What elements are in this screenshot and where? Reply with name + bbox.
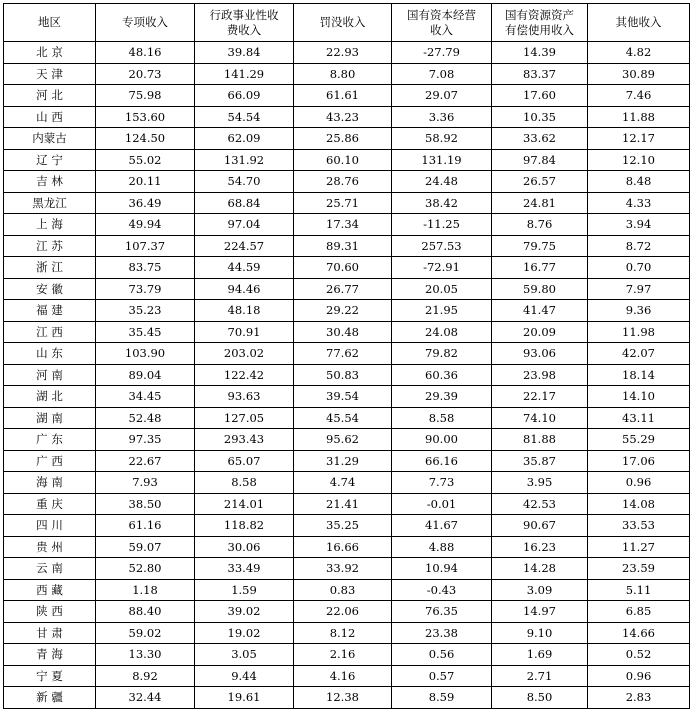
cell-admin-fee-income: 30.06 (195, 536, 294, 558)
cell-fines-income: 4.16 (294, 665, 392, 687)
cell-fines-income: 4.74 (294, 472, 392, 494)
table-header (4, 4, 690, 42)
table-row (4, 343, 690, 365)
cell-region: 湖 南 (4, 407, 96, 429)
table-row (4, 429, 690, 451)
cell-special-income: 88.40 (96, 601, 195, 623)
cell-region: 四 川 (4, 515, 96, 537)
table-row (4, 214, 690, 236)
cell-region: 广 西 (4, 450, 96, 472)
cell-region: 内蒙古 (4, 128, 96, 150)
cell-fines-income: 28.76 (294, 171, 392, 193)
cell-state-resource-income: 83.37 (492, 63, 588, 85)
cell-special-income: 97.35 (96, 429, 195, 451)
cell-admin-fee-income: 44.59 (195, 257, 294, 279)
cell-state-resource-income: 16.77 (492, 257, 588, 279)
cell-other-income: 12.10 (588, 149, 690, 171)
cell-fines-income: 60.10 (294, 149, 392, 171)
header-label-line1: 专项收入 (122, 15, 168, 29)
cell-fines-income: 16.66 (294, 536, 392, 558)
cell-admin-fee-income: 131.92 (195, 149, 294, 171)
cell-state-resource-income: 1.69 (492, 644, 588, 666)
cell-other-income: 3.94 (588, 214, 690, 236)
cell-special-income: 20.11 (96, 171, 195, 193)
table-row (4, 128, 690, 150)
cell-state-resource-income: 9.10 (492, 622, 588, 644)
cell-special-income: 59.02 (96, 622, 195, 644)
header-row (4, 4, 690, 42)
cell-region: 甘 肃 (4, 622, 96, 644)
cell-state-resource-income: 20.09 (492, 321, 588, 343)
cell-region: 陕 西 (4, 601, 96, 623)
header-label-line1: 罚没收入 (319, 15, 366, 29)
cell-state-resource-income: 17.60 (492, 85, 588, 107)
cell-region: 天 津 (4, 63, 96, 85)
header-label-line1: 国有资本经营 (407, 7, 476, 22)
header-label-line1: 地区 (38, 15, 61, 29)
table-row (4, 579, 690, 601)
cell-state-capital-income: 0.56 (392, 644, 492, 666)
table-row (4, 386, 690, 408)
cell-fines-income: 61.61 (294, 85, 392, 107)
cell-state-capital-income: 60.36 (392, 364, 492, 386)
table-row (4, 192, 690, 214)
cell-state-resource-income: 90.67 (492, 515, 588, 537)
cell-other-income: 6.85 (588, 601, 690, 623)
cell-region: 安 徽 (4, 278, 96, 300)
cell-special-income: 52.48 (96, 407, 195, 429)
cell-other-income: 0.70 (588, 257, 690, 279)
cell-special-income: 36.49 (96, 192, 195, 214)
cell-admin-fee-income: 70.91 (195, 321, 294, 343)
cell-state-resource-income: 14.39 (492, 42, 588, 64)
cell-region: 新 疆 (4, 687, 96, 709)
header-region (4, 4, 96, 42)
cell-state-capital-income: 257.53 (392, 235, 492, 257)
cell-other-income: 18.14 (588, 364, 690, 386)
table-row (4, 687, 690, 709)
cell-special-income: 35.45 (96, 321, 195, 343)
cell-special-income: 1.18 (96, 579, 195, 601)
cell-region: 山 西 (4, 106, 96, 128)
table-row (4, 85, 690, 107)
cell-admin-fee-income: 8.58 (195, 472, 294, 494)
cell-state-capital-income: 10.94 (392, 558, 492, 580)
cell-special-income: 52.80 (96, 558, 195, 580)
cell-admin-fee-income: 118.82 (195, 515, 294, 537)
cell-other-income: 2.83 (588, 687, 690, 709)
cell-region: 山 东 (4, 343, 96, 365)
table-row (4, 278, 690, 300)
cell-special-income: 49.94 (96, 214, 195, 236)
cell-state-resource-income: 93.06 (492, 343, 588, 365)
cell-region: 西 藏 (4, 579, 96, 601)
table-row (4, 515, 690, 537)
cell-fines-income: 25.86 (294, 128, 392, 150)
cell-region: 重 庆 (4, 493, 96, 515)
cell-fines-income: 35.25 (294, 515, 392, 537)
cell-other-income: 17.06 (588, 450, 690, 472)
cell-state-capital-income: 4.88 (392, 536, 492, 558)
cell-admin-fee-income: 19.61 (195, 687, 294, 709)
cell-state-resource-income: 74.10 (492, 407, 588, 429)
cell-region: 宁 夏 (4, 665, 96, 687)
cell-special-income: 38.50 (96, 493, 195, 515)
cell-admin-fee-income: 94.46 (195, 278, 294, 300)
table-row (4, 472, 690, 494)
cell-state-resource-income: 35.87 (492, 450, 588, 472)
cell-admin-fee-income: 203.02 (195, 343, 294, 365)
cell-fines-income: 12.38 (294, 687, 392, 709)
cell-state-resource-income: 3.09 (492, 579, 588, 601)
table-row (4, 536, 690, 558)
cell-special-income: 34.45 (96, 386, 195, 408)
header-special-income (96, 4, 195, 42)
cell-fines-income: 31.29 (294, 450, 392, 472)
cell-admin-fee-income: 224.57 (195, 235, 294, 257)
cell-state-resource-income: 24.81 (492, 192, 588, 214)
cell-other-income: 11.98 (588, 321, 690, 343)
cell-state-capital-income: 7.73 (392, 472, 492, 494)
cell-admin-fee-income: 54.54 (195, 106, 294, 128)
cell-region: 湖 北 (4, 386, 96, 408)
cell-state-resource-income: 8.50 (492, 687, 588, 709)
cell-state-capital-income: 29.07 (392, 85, 492, 107)
cell-fines-income: 70.60 (294, 257, 392, 279)
cell-special-income: 124.50 (96, 128, 195, 150)
cell-state-capital-income: -0.43 (392, 579, 492, 601)
cell-region: 河 北 (4, 85, 96, 107)
table-row (4, 558, 690, 580)
cell-admin-fee-income: 141.29 (195, 63, 294, 85)
cell-state-capital-income: 23.38 (392, 622, 492, 644)
cell-state-resource-income: 42.53 (492, 493, 588, 515)
cell-special-income: 83.75 (96, 257, 195, 279)
cell-fines-income: 43.23 (294, 106, 392, 128)
cell-special-income: 13.30 (96, 644, 195, 666)
cell-admin-fee-income: 214.01 (195, 493, 294, 515)
cell-region: 吉 林 (4, 171, 96, 193)
cell-special-income: 89.04 (96, 364, 195, 386)
cell-admin-fee-income: 66.09 (195, 85, 294, 107)
cell-other-income: 4.82 (588, 42, 690, 64)
cell-state-capital-income: 20.05 (392, 278, 492, 300)
cell-special-income: 48.16 (96, 42, 195, 64)
cell-admin-fee-income: 122.42 (195, 364, 294, 386)
cell-region: 河 南 (4, 364, 96, 386)
cell-region: 广 东 (4, 429, 96, 451)
cell-special-income: 59.07 (96, 536, 195, 558)
cell-state-capital-income: 38.42 (392, 192, 492, 214)
cell-other-income: 7.46 (588, 85, 690, 107)
cell-region: 江 苏 (4, 235, 96, 257)
cell-state-resource-income: 33.62 (492, 128, 588, 150)
cell-region: 辽 宁 (4, 149, 96, 171)
cell-fines-income: 0.83 (294, 579, 392, 601)
cell-fines-income: 22.93 (294, 42, 392, 64)
cell-state-capital-income: 58.92 (392, 128, 492, 150)
cell-other-income: 42.07 (588, 343, 690, 365)
cell-fines-income: 21.41 (294, 493, 392, 515)
cell-other-income: 4.33 (588, 192, 690, 214)
cell-state-capital-income: 3.36 (392, 106, 492, 128)
cell-state-capital-income: 66.16 (392, 450, 492, 472)
cell-special-income: 20.73 (96, 63, 195, 85)
cell-admin-fee-income: 9.44 (195, 665, 294, 687)
cell-other-income: 23.59 (588, 558, 690, 580)
cell-state-resource-income: 79.75 (492, 235, 588, 257)
cell-admin-fee-income: 33.49 (195, 558, 294, 580)
cell-admin-fee-income: 3.05 (195, 644, 294, 666)
table-row (4, 171, 690, 193)
cell-admin-fee-income: 68.84 (195, 192, 294, 214)
cell-other-income: 12.17 (588, 128, 690, 150)
header-label-line2: 费收入 (226, 22, 262, 37)
cell-region: 上 海 (4, 214, 96, 236)
cell-state-capital-income: -0.01 (392, 493, 492, 515)
cell-state-capital-income: 41.67 (392, 515, 492, 537)
cell-state-capital-income: 24.08 (392, 321, 492, 343)
cell-special-income: 103.90 (96, 343, 195, 365)
cell-other-income: 43.11 (588, 407, 690, 429)
cell-other-income: 9.36 (588, 300, 690, 322)
cell-region: 海 南 (4, 472, 96, 494)
cell-region: 北 京 (4, 42, 96, 64)
cell-admin-fee-income: 39.84 (195, 42, 294, 64)
header-admin-fee-income (195, 4, 294, 42)
table-body (4, 42, 690, 709)
cell-state-capital-income: -27.79 (392, 42, 492, 64)
cell-fines-income: 8.12 (294, 622, 392, 644)
header-other-income (588, 4, 690, 42)
table-row (4, 42, 690, 64)
cell-state-capital-income: 21.95 (392, 300, 492, 322)
cell-admin-fee-income: 93.63 (195, 386, 294, 408)
header-fines-income (294, 4, 392, 42)
cell-other-income: 14.10 (588, 386, 690, 408)
cell-other-income: 11.27 (588, 536, 690, 558)
cell-admin-fee-income: 97.04 (195, 214, 294, 236)
cell-state-resource-income: 59.80 (492, 278, 588, 300)
cell-special-income: 153.60 (96, 106, 195, 128)
cell-other-income: 7.97 (588, 278, 690, 300)
cell-state-resource-income: 16.23 (492, 536, 588, 558)
table-row (4, 149, 690, 171)
table-row (4, 601, 690, 623)
cell-other-income: 8.72 (588, 235, 690, 257)
table-row (4, 300, 690, 322)
cell-fines-income: 50.83 (294, 364, 392, 386)
cell-admin-fee-income: 19.02 (195, 622, 294, 644)
cell-region: 江 西 (4, 321, 96, 343)
header-state-capital-income (392, 4, 492, 42)
cell-special-income: 8.92 (96, 665, 195, 687)
cell-admin-fee-income: 1.59 (195, 579, 294, 601)
header-label-line1: 行政事业性收 (209, 7, 279, 22)
cell-other-income: 5.11 (588, 579, 690, 601)
cell-state-resource-income: 97.84 (492, 149, 588, 171)
cell-other-income: 14.08 (588, 493, 690, 515)
cell-region: 黑龙江 (4, 192, 96, 214)
cell-fines-income: 17.34 (294, 214, 392, 236)
header-label-line2: 收入 (430, 22, 453, 37)
cell-fines-income: 95.62 (294, 429, 392, 451)
cell-state-resource-income: 23.98 (492, 364, 588, 386)
cell-state-capital-income: 90.00 (392, 429, 492, 451)
cell-other-income: 11.88 (588, 106, 690, 128)
header-label-line2: 有偿使用收入 (505, 22, 574, 37)
cell-special-income: 35.23 (96, 300, 195, 322)
header-state-resource-income (492, 4, 588, 42)
cell-region: 贵 州 (4, 536, 96, 558)
cell-fines-income: 29.22 (294, 300, 392, 322)
cell-admin-fee-income: 293.43 (195, 429, 294, 451)
revenue-table (3, 3, 690, 709)
table-row (4, 257, 690, 279)
cell-special-income: 7.93 (96, 472, 195, 494)
cell-state-resource-income: 2.71 (492, 665, 588, 687)
cell-state-resource-income: 8.76 (492, 214, 588, 236)
cell-state-capital-income: 7.08 (392, 63, 492, 85)
table-row (4, 235, 690, 257)
cell-region: 青 海 (4, 644, 96, 666)
cell-region: 云 南 (4, 558, 96, 580)
cell-other-income: 0.96 (588, 665, 690, 687)
cell-admin-fee-income: 65.07 (195, 450, 294, 472)
cell-region: 福 建 (4, 300, 96, 322)
table-row (4, 665, 690, 687)
cell-special-income: 22.67 (96, 450, 195, 472)
cell-other-income: 0.96 (588, 472, 690, 494)
cell-state-resource-income: 14.28 (492, 558, 588, 580)
cell-state-capital-income: -11.25 (392, 214, 492, 236)
cell-state-capital-income: 29.39 (392, 386, 492, 408)
table-row (4, 644, 690, 666)
cell-admin-fee-income: 62.09 (195, 128, 294, 150)
cell-other-income: 14.66 (588, 622, 690, 644)
table-row (4, 321, 690, 343)
table-row (4, 364, 690, 386)
cell-fines-income: 89.31 (294, 235, 392, 257)
cell-state-capital-income: 8.58 (392, 407, 492, 429)
table-row (4, 622, 690, 644)
cell-special-income: 107.37 (96, 235, 195, 257)
header-label-line1: 其他收入 (615, 15, 662, 29)
cell-state-capital-income: 24.48 (392, 171, 492, 193)
cell-state-resource-income: 26.57 (492, 171, 588, 193)
cell-fines-income: 26.77 (294, 278, 392, 300)
table-row (4, 106, 690, 128)
cell-state-resource-income: 22.17 (492, 386, 588, 408)
cell-fines-income: 30.48 (294, 321, 392, 343)
cell-fines-income: 22.06 (294, 601, 392, 623)
cell-state-resource-income: 81.88 (492, 429, 588, 451)
cell-other-income: 0.52 (588, 644, 690, 666)
cell-state-resource-income: 3.95 (492, 472, 588, 494)
cell-state-capital-income: 0.57 (392, 665, 492, 687)
cell-fines-income: 77.62 (294, 343, 392, 365)
cell-state-resource-income: 14.97 (492, 601, 588, 623)
cell-other-income: 30.89 (588, 63, 690, 85)
cell-special-income: 55.02 (96, 149, 195, 171)
cell-state-capital-income: 8.59 (392, 687, 492, 709)
cell-fines-income: 2.16 (294, 644, 392, 666)
cell-special-income: 73.79 (96, 278, 195, 300)
table-row (4, 407, 690, 429)
cell-fines-income: 33.92 (294, 558, 392, 580)
header-label-line1: 国有资源资产 (505, 7, 574, 22)
cell-state-resource-income: 41.47 (492, 300, 588, 322)
cell-special-income: 75.98 (96, 85, 195, 107)
cell-region: 浙 江 (4, 257, 96, 279)
cell-state-capital-income: 76.35 (392, 601, 492, 623)
cell-special-income: 61.16 (96, 515, 195, 537)
cell-other-income: 55.29 (588, 429, 690, 451)
cell-fines-income: 8.80 (294, 63, 392, 85)
table-row (4, 493, 690, 515)
cell-other-income: 33.53 (588, 515, 690, 537)
cell-other-income: 8.48 (588, 171, 690, 193)
cell-state-capital-income: 79.82 (392, 343, 492, 365)
cell-admin-fee-income: 54.70 (195, 171, 294, 193)
cell-fines-income: 39.54 (294, 386, 392, 408)
cell-special-income: 32.44 (96, 687, 195, 709)
cell-fines-income: 25.71 (294, 192, 392, 214)
cell-state-capital-income: 131.19 (392, 149, 492, 171)
cell-state-capital-income: -72.91 (392, 257, 492, 279)
table-row (4, 63, 690, 85)
cell-admin-fee-income: 127.05 (195, 407, 294, 429)
table-row (4, 450, 690, 472)
cell-fines-income: 45.54 (294, 407, 392, 429)
cell-admin-fee-income: 48.18 (195, 300, 294, 322)
cell-state-resource-income: 10.35 (492, 106, 588, 128)
cell-admin-fee-income: 39.02 (195, 601, 294, 623)
